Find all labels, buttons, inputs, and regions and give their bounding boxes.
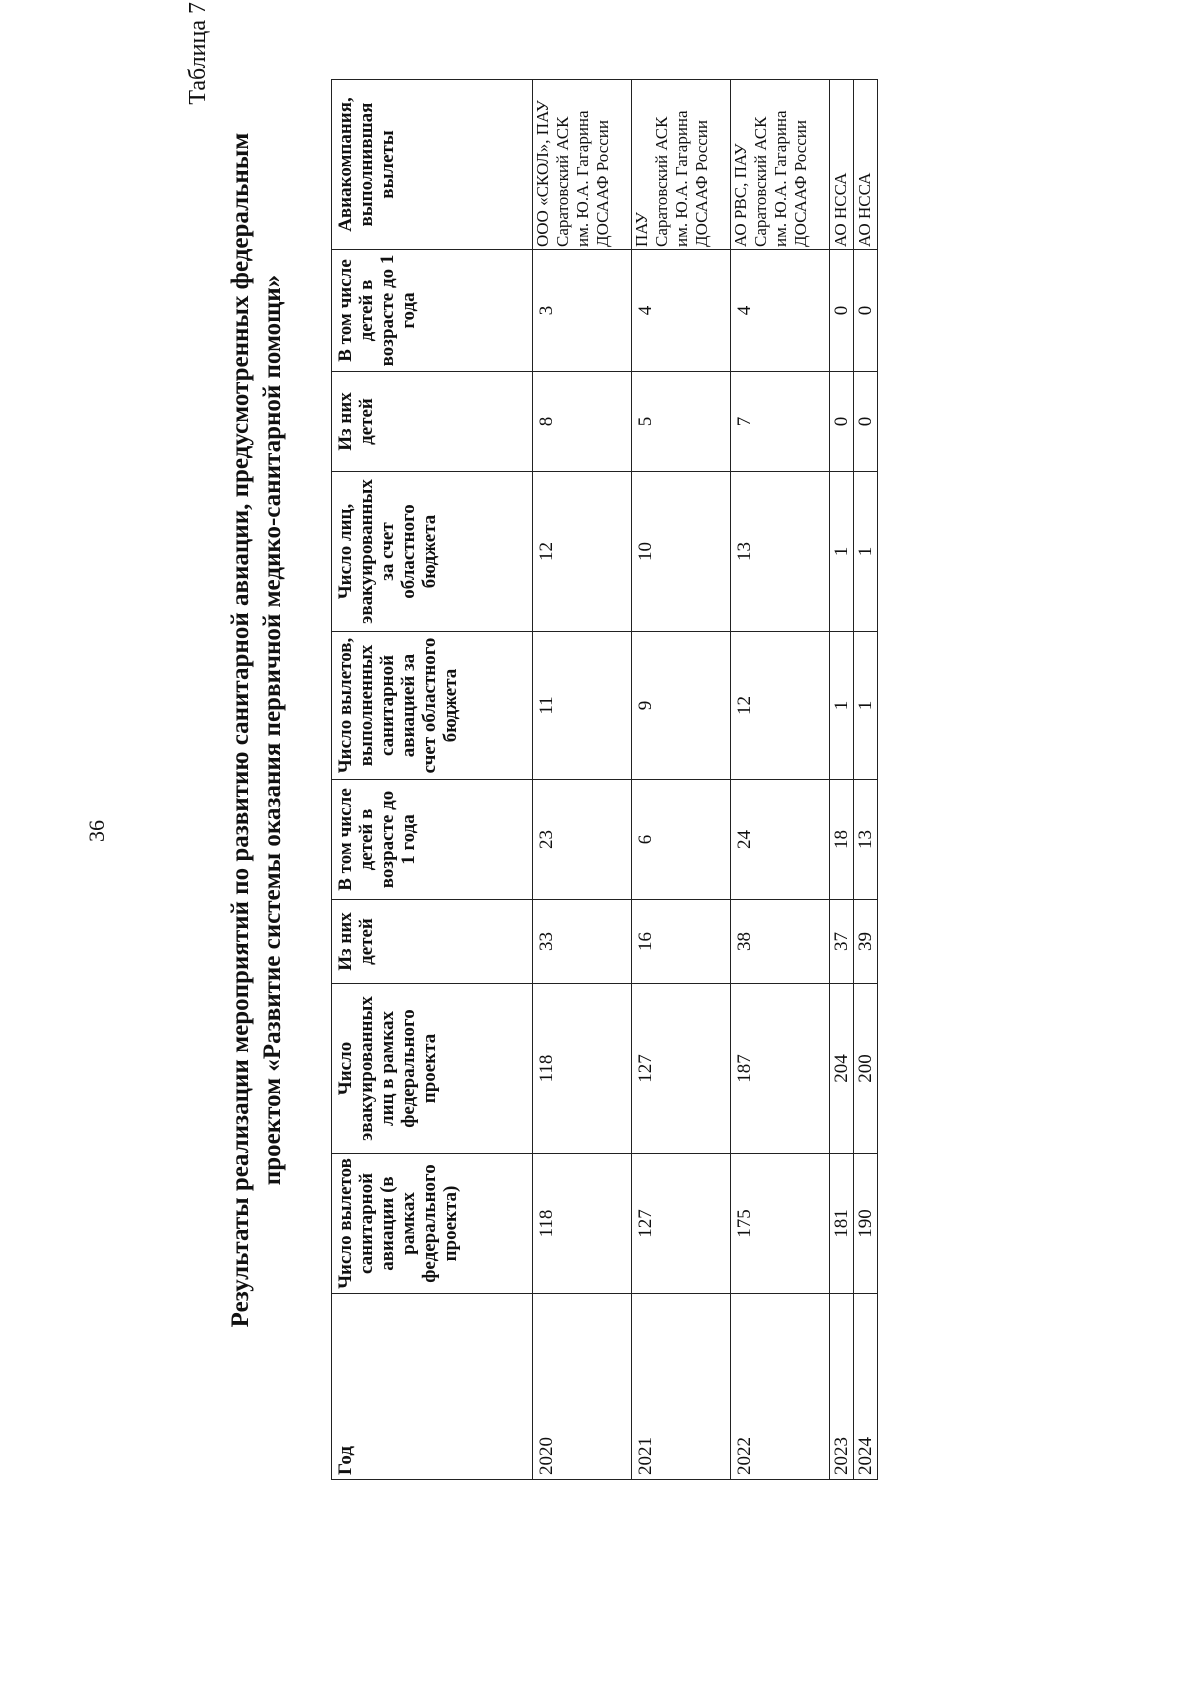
header-regional-evacuated: Число лиц, эвакуированных за счет областного бюджета (332, 472, 533, 632)
cell-flights: 127 (632, 1154, 731, 1294)
cell-year: 2020 (533, 1294, 632, 1480)
cell-regional-infants: 0 (854, 250, 878, 372)
cell-children: 39 (854, 900, 878, 984)
cell-regional-evacuated: 1 (854, 472, 878, 632)
cell-airline (830, 80, 854, 250)
table-row (533, 80, 632, 1480)
sanitary-aviation-table (331, 79, 878, 1480)
airline-line: АО НССА (831, 172, 850, 247)
header-regional-infants: В том числе детей в возрасте до 1 года (332, 250, 533, 372)
cell-year: 2024 (854, 1294, 878, 1480)
cell-regional-flights: 9 (632, 632, 731, 780)
cell-children: 33 (533, 900, 632, 984)
cell-regional-evacuated: 13 (731, 472, 830, 632)
cell-regional-evacuated: 1 (830, 472, 854, 632)
airline-line: АО РВС, ПАУ (731, 143, 750, 247)
cell-airline (533, 80, 632, 250)
airline-line: ДОСААФ России (791, 120, 810, 247)
page-number: 36 (84, 820, 109, 842)
cell-regional-infants: 0 (830, 250, 854, 372)
table-label: Таблица 7 (185, 2, 211, 105)
cell-year: 2021 (632, 1294, 731, 1480)
document-title (225, 20, 289, 1440)
cell-regional-flights: 12 (731, 632, 830, 780)
cell-children: 38 (731, 900, 830, 984)
cell-airline (854, 80, 878, 250)
airline-line: АО НССА (855, 172, 874, 247)
header-flights: Число вылетов санитарной авиации (в рамках федерального проекта) (332, 1154, 533, 1294)
cell-regional-children: 0 (854, 372, 878, 472)
cell-regional-flights: 11 (533, 632, 632, 780)
cell-evacuated: 204 (830, 984, 854, 1154)
header-evacuated: Число эвакуированных лиц в рамках федерального проекта (332, 984, 533, 1154)
table-row (854, 80, 878, 1480)
cell-infants: 24 (731, 780, 830, 900)
cell-regional-evacuated: 10 (632, 472, 731, 632)
airline-line: Саратовский АСК (751, 116, 770, 247)
airline-line: Саратовский АСК (652, 116, 671, 247)
cell-children: 16 (632, 900, 731, 984)
header-regional-children: Из них детей (332, 372, 533, 472)
cell-infants: 13 (854, 780, 878, 900)
header-infants: В том числе детей в возрасте до 1 года (332, 780, 533, 900)
table-header-row (332, 80, 533, 1480)
header-airline: Авиакомпания, выполнившая вылеты (332, 80, 533, 250)
cell-evacuated: 200 (854, 984, 878, 1154)
cell-infants: 6 (632, 780, 731, 900)
airline-line: им. Ю.А. Гагарина (573, 110, 592, 247)
header-year: Год (332, 1294, 533, 1480)
cell-regional-evacuated: 12 (533, 472, 632, 632)
title-line-1: Результаты реализации мероприятий по развитию санитарной авиации, предусмотренных федеральным (227, 132, 254, 1328)
cell-flights: 118 (533, 1154, 632, 1294)
cell-flights: 175 (731, 1154, 830, 1294)
cell-evacuated: 118 (533, 984, 632, 1154)
airline-line: ООО «СКОЛ», ПАУ (533, 100, 552, 247)
cell-year: 2022 (731, 1294, 830, 1480)
cell-regional-children: 7 (731, 372, 830, 472)
header-regional-flights: Число вылетов, выполненных санитарной авиацией за счет областного бюджета (332, 632, 533, 780)
airline-line: ПАУ (632, 211, 651, 247)
cell-regional-children: 5 (632, 372, 731, 472)
cell-regional-children: 0 (830, 372, 854, 472)
cell-regional-infants: 3 (533, 250, 632, 372)
cell-infants: 23 (533, 780, 632, 900)
cell-airline (632, 80, 731, 250)
header-children: Из них детей (332, 900, 533, 984)
cell-regional-infants: 4 (632, 250, 731, 372)
cell-year: 2023 (830, 1294, 854, 1480)
airline-line: ДОСААФ России (593, 120, 612, 247)
table-row (830, 80, 854, 1480)
airline-line: Саратовский АСК (553, 116, 572, 247)
cell-children: 37 (830, 900, 854, 984)
cell-regional-flights: 1 (854, 632, 878, 780)
rotated-page-content (185, 0, 1145, 1480)
airline-line: им. Ю.А. Гагарина (672, 110, 691, 247)
airline-line: им. Ю.А. Гагарина (771, 110, 790, 247)
cell-infants: 18 (830, 780, 854, 900)
cell-regional-children: 8 (533, 372, 632, 472)
airline-line: ДОСААФ России (692, 120, 711, 247)
cell-airline (731, 80, 830, 250)
title-line-2: проектом «Развитие системы оказания первичной медико-санитарной помощи» (259, 274, 286, 1186)
table-row (632, 80, 731, 1480)
cell-flights: 190 (854, 1154, 878, 1294)
cell-regional-flights: 1 (830, 632, 854, 780)
cell-flights: 181 (830, 1154, 854, 1294)
table-row (731, 80, 830, 1480)
cell-evacuated: 187 (731, 984, 830, 1154)
cell-regional-infants: 4 (731, 250, 830, 372)
cell-evacuated: 127 (632, 984, 731, 1154)
